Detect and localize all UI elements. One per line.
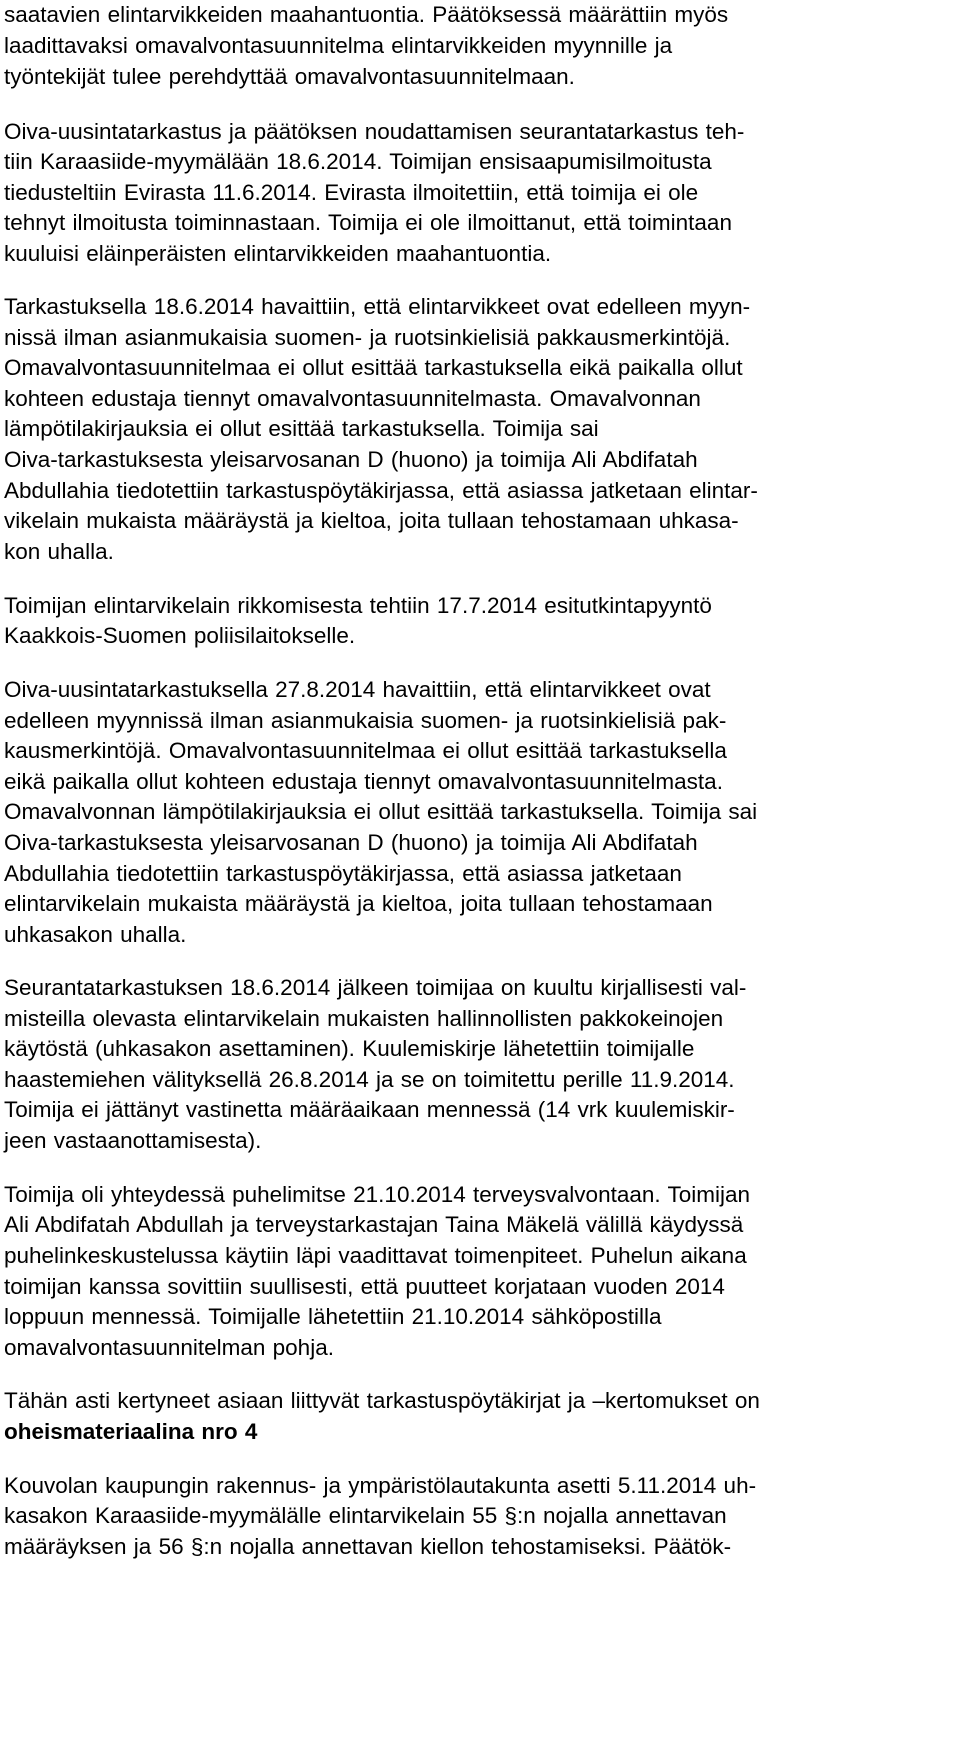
text-line: toimijan kanssa sovittiin suullisesti, että puutteet korjataan vuoden 2014 <box>4 1274 725 1299</box>
text-line: kasakon Karaasiide-myymälälle elintarvikelain 55 §:n nojalla annettavan <box>4 1503 727 1528</box>
text-line: Toimijan elintarvikelain rikkomisesta tehtiin 17.7.2014 esitutkintapyyntö <box>4 593 712 618</box>
text-line: tiedusteltiin Evirasta 11.6.2014. Evirasta ilmoitettiin, että toimija ei ole <box>4 180 699 205</box>
text-line: lämpötilakirjauksia ei ollut esittää tarkastuksella. Toimija sai <box>4 416 599 441</box>
text-line: uhkasakon uhalla. <box>4 922 187 947</box>
text-line: nissä ilman asianmukaisia suomen- ja ruotsinkielisiä pakkausmerkintöjä. <box>4 325 731 350</box>
text-line: Ali Abdifatah Abdullah ja terveystarkastajan Taina Mäkelä välillä käydyssä <box>4 1212 744 1237</box>
text-line: kausmerkintöjä. Omavalvontasuunnitelmaa ei ollut esittää tarkastuksella <box>4 738 727 763</box>
text-line: misteilla olevasta elintarvikelain mukaisten hallinnollisten pakkokeinojen <box>4 1006 724 1031</box>
text-line: Kaakkois-Suomen poliisilaitokselle. <box>4 623 356 648</box>
text-line: Seurantatarkastuksen 18.6.2014 jälkeen toimijaa on kuultu kirjallisesti val- <box>4 975 747 1000</box>
text-line: elintarvikelain mukaista määräystä ja kieltoa, joita tullaan tehostamaan <box>4 891 713 916</box>
text-line: tehnyt ilmoitusta toiminnastaan. Toimija ei ole ilmoittanut, että toimintaan <box>4 210 732 235</box>
text-line: Toimija ei jättänyt vastinetta määräaikaan mennessä (14 vrk kuulemiskir- <box>4 1097 735 1122</box>
text-line: eikä paikalla ollut kohteen edustaja tiennyt omavalvontasuunnitelmasta. <box>4 769 723 794</box>
text-line: Oiva-uusintatarkastus ja päätöksen noudattamisen seurantatarkastus teh- <box>4 119 745 144</box>
text-line: Oiva-tarkastuksesta yleisarvosanan D (huono) ja toimija Ali Abdifatah <box>4 447 698 472</box>
text-line: Abdullahia tiedotettiin tarkastuspöytäkirjassa, että asiassa jatketaan <box>4 861 682 886</box>
text-line: kon uhalla. <box>4 539 114 564</box>
text-line: käytöstä (uhkasakon asettaminen). Kuulemiskirje lähetettiin toimijalle <box>4 1036 695 1061</box>
text-line: tiin Karaasiide-myymälään 18.6.2014. Toimijan ensisaapumisilmoitusta <box>4 149 712 174</box>
text-line: kuuluisi eläinperäisten elintarvikkeiden maahantuontia. <box>4 241 552 266</box>
text-line: määräyksen ja 56 §:n nojalla annettavan kiellon tehostamiseksi. Päätök- <box>4 1534 732 1559</box>
text-line: jeen vastaanottamisesta). <box>4 1128 262 1153</box>
text-line: loppuun mennessä. Toimijalle lähetettiin 21.10.2014 sähköpostilla <box>4 1304 662 1329</box>
text-line: Oiva-tarkastuksesta yleisarvosanan D (huono) ja toimija Ali Abdifatah <box>4 830 698 855</box>
text-line: omavalvontasuunnitelman pohja. <box>4 1335 334 1360</box>
text-line: Toimija oli yhteydessä puhelimitse 21.10.2014 terveysvalvontaan. Toimijan <box>4 1182 750 1207</box>
text-line: Omavalvontasuunnitelmaa ei ollut esittää tarkastuksella eikä paikalla ollut <box>4 355 743 380</box>
text-line: Omavalvonnan lämpötilakirjauksia ei ollut esittää tarkastuksella. Toimija sai <box>4 799 758 824</box>
text-line: Oiva-uusintatarkastuksella 27.8.2014 havaittiin, että elintarvikkeet ovat <box>4 677 711 702</box>
text-line: laadittavaksi omavalvontasuunnitelma elintarvikkeiden myynnille ja <box>4 33 673 58</box>
text-line: Abdullahia tiedotettiin tarkastuspöytäkirjassa, että asiassa jatketaan elintar- <box>4 478 758 503</box>
text-line: Tähän asti kertyneet asiaan liittyvät tarkastuspöytäkirjat ja –kertomukset on <box>4 1388 760 1413</box>
attachment-reference: oheismateriaalina nro 4 <box>4 1419 258 1444</box>
text-line: haastemiehen välityksellä 26.8.2014 ja se on toimitettu perille 11.9.2014. <box>4 1067 735 1092</box>
text-line: puhelinkeskustelussa käytiin läpi vaadittavat toimenpiteet. Puhelun aikana <box>4 1243 747 1268</box>
text-line: vikelain mukaista määräystä ja kieltoa, joita tullaan tehostamaan uhkasa- <box>4 508 739 533</box>
text-line: työntekijät tulee perehdyttää omavalvontasuunnitelmaan. <box>4 64 575 89</box>
text-line: saatavien elintarvikkeiden maahantuontia. Päätöksessä määrättiin myös <box>4 2 729 27</box>
text-line: Kouvolan kaupungin rakennus- ja ympäristölautakunta asetti 5.11.2014 uh- <box>4 1473 757 1498</box>
text-line: edelleen myynnissä ilman asianmukaisia suomen- ja ruotsinkielisiä pak- <box>4 708 727 733</box>
text-line: Tarkastuksella 18.6.2014 havaittiin, että elintarvikkeet ovat edelleen myyn- <box>4 294 751 319</box>
text-line: kohteen edustaja tiennyt omavalvontasuunnitelmasta. Omavalvonnan <box>4 386 701 411</box>
